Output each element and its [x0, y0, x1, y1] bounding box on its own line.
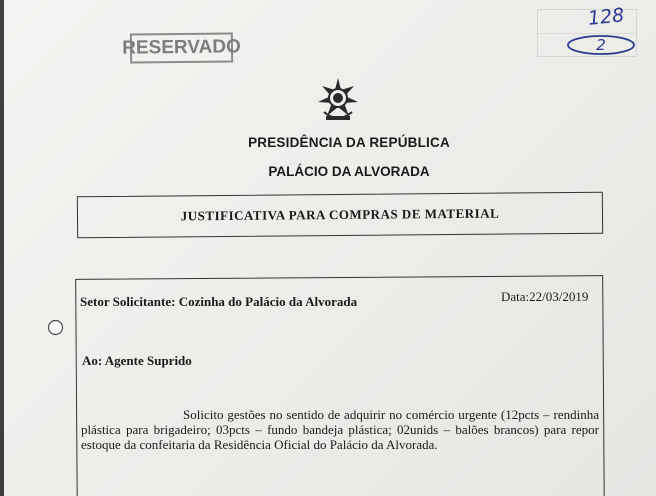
punch-hole: [47, 319, 64, 336]
request-date: [501, 289, 588, 305]
requesting-sector-value: Cozinha do Palácio da Alvorada: [178, 294, 358, 309]
header-presidency: PRESIDÊNCIA DA REPÚBLICA: [248, 135, 450, 150]
addressee: Ao: Agente Suprido: [82, 353, 192, 368]
binder-edge: [0, 0, 4, 496]
reserved-stamp: RESERVADO: [130, 32, 233, 63]
document-title: JUSTIFICATIVA PARA COMPRAS DE MATERIAL: [180, 205, 500, 224]
document-page: [4, 0, 656, 496]
coat-of-arms-emblem: [316, 76, 360, 124]
requesting-sector-label: Setor Solicitante: [80, 294, 172, 309]
handwritten-page-number: 128: [586, 4, 626, 30]
handwritten-circled-number: 2: [596, 36, 606, 54]
request-body-text: Solicito gestões no sentido de adquirir no comércio urgente (12pcts – rendinha plástica para brigadeiro; 03pcts – fundo bandeja plástica; 02unids – balões brancos) para repor estoque da confeitaria da Residência Oficial do Palácio da Alvorada.: [81, 407, 599, 452]
date-value: 22/03/2019: [529, 289, 589, 304]
document-title-box: [77, 192, 603, 239]
header-palace: PALÁCIO DA ALVORADA: [268, 164, 430, 179]
handwritten-circled-mark: [566, 33, 636, 57]
date-label: Data:: [501, 289, 530, 304]
requesting-sector: Setor Solicitante: Cozinha do Palácio da Alvorada: [80, 294, 358, 309]
request-body: [81, 407, 599, 452]
